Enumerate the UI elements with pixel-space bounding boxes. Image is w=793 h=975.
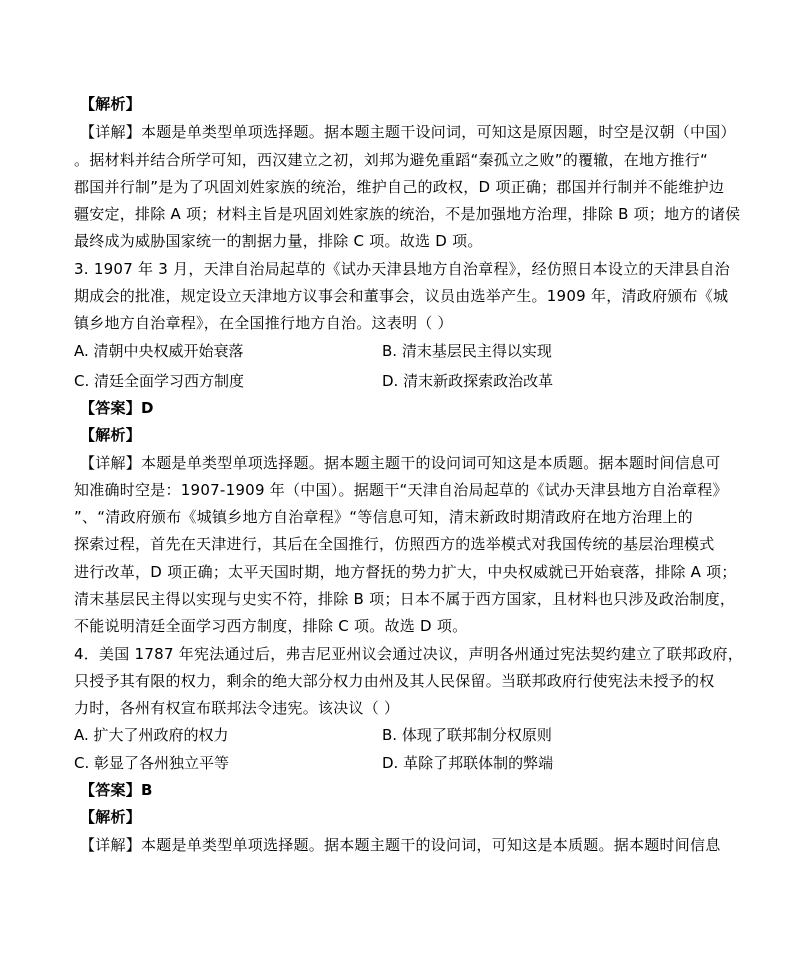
q3-detail-line-1: 【详解】本题是单类型单项选择题。据本题主题干的设问词可知这是本质题。据本题时间信息可 [80,454,721,472]
q3-detail-line-4: 探索过程，首先在天津进行，其后在全国推行，仿照西方的选举模式对我国传统的基层治理模式 [74,535,715,553]
q4-stem-line-2: 只授予其有限的权力，剩余的绝大部分权力由州及其人民保留。当联邦政府行使宪法未授予的权 [74,672,715,690]
q3-stem-line-1: 3. 1907 年 3 月，天津自治局起草的《试办天津县地方自治章程》，经仿照日本设立的天津县自治 [74,260,730,278]
q3-analysis-label: 【解析】 [80,426,142,444]
q4-detail-line-1: 【详解】本题是单类型单项选择题。据本题主题干的设问词，可知这是本质题。据本题时间信息 [80,836,721,854]
q3-stem-line-2: 期成会的批准，规定设立天津地方议事会和董事会，议员由选举产生。1909 年，清政府颁布《城 [74,287,729,305]
q3-option-d: D. 清末新政探索政治改革 [382,372,554,390]
q4-stem-line-3: 力时，各州有权宣布联邦法令违宪。该决议（ ） [74,699,400,717]
q2-detail-line-5: 最终成为威胁国家统一的割据力量，排除 C 项。故选 D 项。 [74,232,483,250]
q2-detail-line-3: 郡国并行制”是为了巩固刘姓家族的统治，维护自己的政权，D 项正确；郡国并行制并不能维护边 [74,178,725,196]
q3-detail-line-3: ”、“清政府颁布《城镇乡地方自治章程》“等信息可知，清末新政时期清政府在地方治理上的 [74,508,693,526]
q2-detail-line-2: 。据材料并结合所学可知，西汉建立之初，刘邦为避免重蹈“秦孤立之败”的覆辙，在地方推行“ [74,151,709,169]
q3-detail-line-2: 知准确时空是：1907-1909 年（中国）。据题干“天津自治局起草的《试办天津县地方自治章程》 [74,481,728,499]
q3-option-b: B. 清末基层民主得以实现 [382,342,552,360]
q3-option-c: C. 清廷全面学习西方制度 [74,372,245,390]
q2-detail-line-4: 疆安定，排除 A 项；材料主旨是巩固刘姓家族的统治，不是加强地方治理，排除 B 项；地方的诸侯 [74,205,741,223]
q3-answer: 【答案】D [80,399,154,417]
q4-answer: 【答案】B [80,781,153,799]
q2-detail-line-1: 【详解】本题是单类型单项选择题。据本题主题干设问词，可知这是原因题，时空是汉朝（中国） [80,123,736,141]
q3-stem-line-3: 镇乡地方自治章程》，在全国推行地方自治。这表明（ ） [74,314,453,332]
q4-option-a: A. 扩大了州政府的权力 [74,726,229,744]
q3-option-a: A. 清朝中央权威开始衰落 [74,342,244,360]
q2-analysis-label: 【解析】 [80,95,142,113]
q4-option-b: B. 体现了联邦制分权原则 [382,726,552,744]
q4-option-c: C. 彰显了各州独立平等 [74,754,230,772]
q4-analysis-label: 【解析】 [80,808,142,826]
q4-option-d: D. 革除了邦联体制的弊端 [382,754,554,772]
q3-detail-line-7: 不能说明清廷全面学习西方制度，排除 C 项。故选 D 项。 [74,617,468,635]
q3-detail-line-5: 进行改革，D 项正确；太平天国时期，地方督抚的势力扩大，中央权威就已开始衰落，排除 A 项； [74,563,737,581]
q3-detail-line-6: 清末基层民主得以实现与史实不符，排除 B 项；日本不属于西方国家，且材料也只涉及政治制度， [74,590,736,608]
q4-stem-line-1: 4．美国 1787 年宪法通过后，弗吉尼亚州议会通过决议，声明各州通过宪法契约建立了联邦政府， [74,645,744,663]
